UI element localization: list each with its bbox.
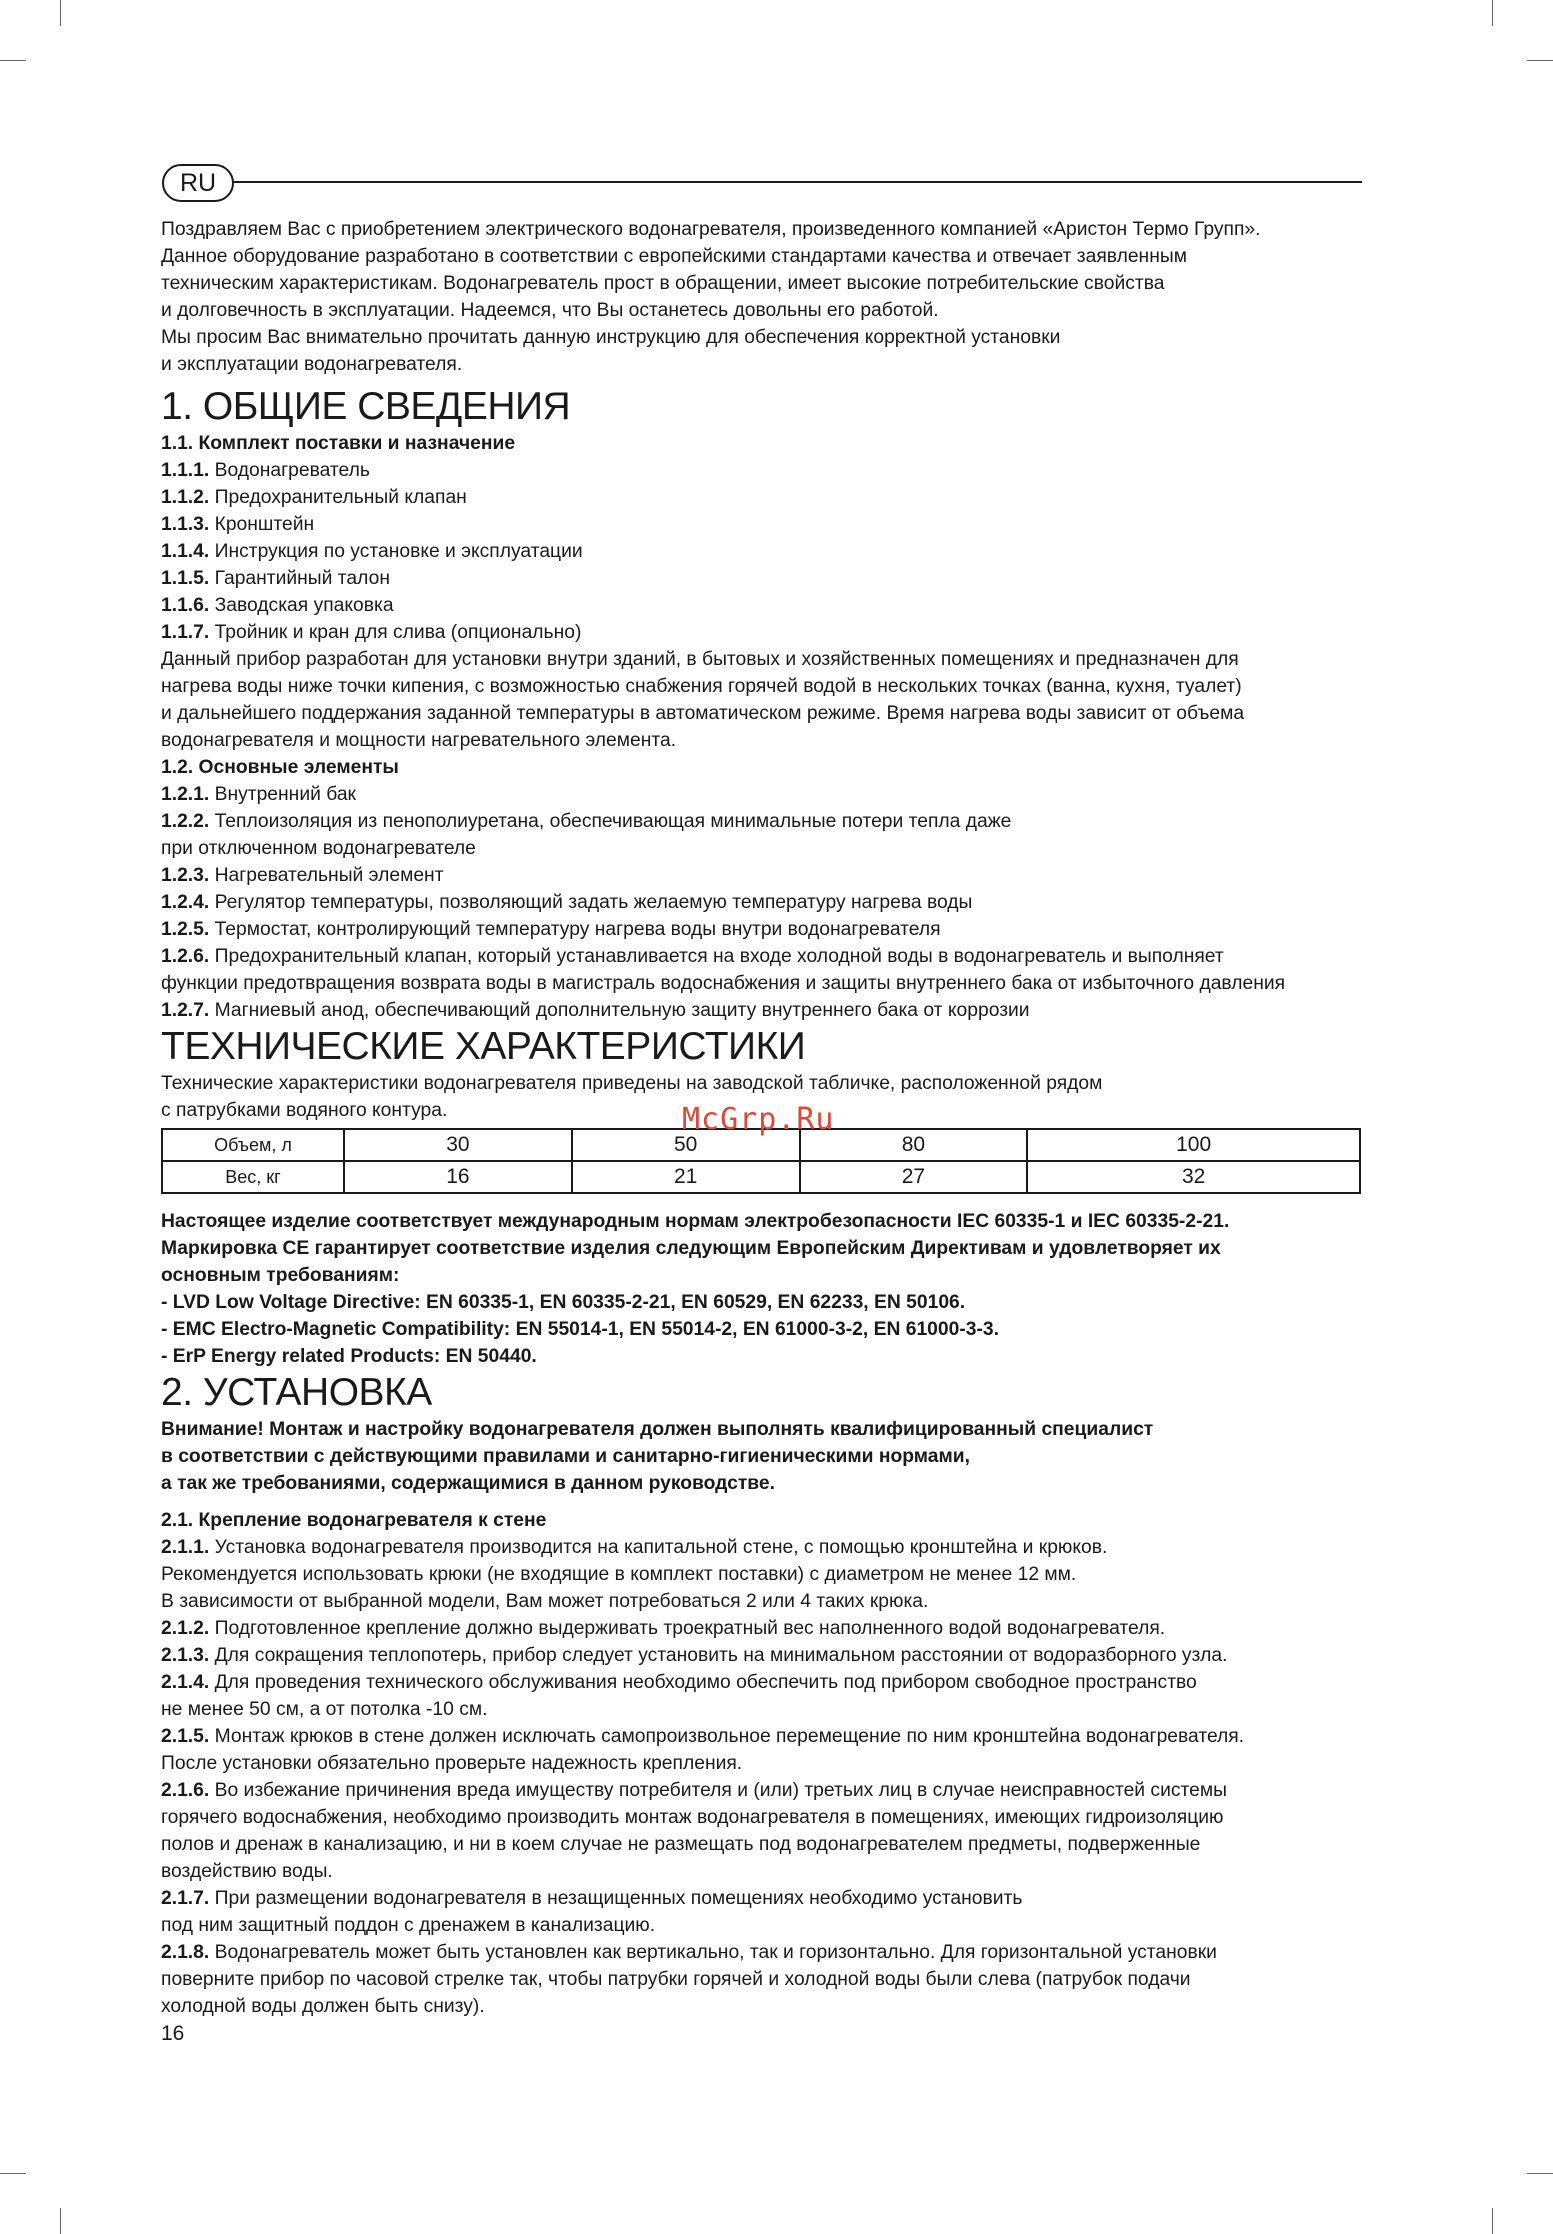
item-text: Нагревательный элемент: [209, 865, 444, 886]
item-number: 2.1.3.: [161, 1645, 210, 1666]
paragraph-line: водонагревателя и мощности нагревательного элемента.: [161, 730, 677, 751]
item-text: Кронштейн: [209, 514, 315, 535]
item-number: 2.1.4.: [161, 1672, 210, 1693]
list-item: [161, 1831, 1366, 1858]
table-cell: 21: [572, 1161, 800, 1193]
table-cell: 27: [800, 1161, 1028, 1193]
item-text: функции предотвращения возврата воды в магистраль водоснабжения и защиты внутреннего бака от избыточного давления: [161, 973, 1286, 994]
subsection-title-text: 1.1. Комплект поставки и назначение: [161, 433, 516, 454]
item-text: при отключенном водонагревателе: [161, 838, 476, 859]
item-number: 1.1.7.: [161, 622, 210, 643]
paragraph-line: нагрева воды ниже точки кипения, с возможностью снабжения горячей водой в нескольких точках (ванна, кухня, туалет): [161, 676, 1242, 697]
item-text: В зависимости от выбранной модели, Вам может потребоваться 2 или 4 таких крюка.: [161, 1591, 929, 1612]
table-row-header: Объем, л: [162, 1129, 344, 1161]
item-number: 1.2.4.: [161, 892, 210, 913]
item-text: Термостат, контролирующий температуру нагрева воды внутри водонагревателя: [209, 919, 941, 940]
item-text: После установки обязательно проверьте надежность крепления.: [161, 1753, 743, 1774]
list-item: [161, 1993, 1366, 2020]
crop-mark: [60, 2208, 61, 2234]
paragraph-line: с патрубками водяного контура.: [161, 1100, 448, 1121]
list-item: [161, 1885, 1366, 1912]
item-number: 1.2.6.: [161, 946, 210, 967]
spacer: [161, 1497, 1366, 1507]
compliance-line: [161, 1262, 1366, 1289]
item-number: 1.1.3.: [161, 514, 210, 535]
crop-mark: [1527, 2173, 1553, 2174]
intro-paragraph: [161, 216, 1366, 378]
crop-mark: [0, 60, 26, 61]
item-text: холодной воды должен быть снизу).: [161, 1996, 485, 2017]
item-text: поверните прибор по часовой стрелке так, чтобы патрубки горячей и холодной воды были слева (патрубок подачи: [161, 1969, 1191, 1990]
paragraph-line: Технические характеристики водонагревателя приведены на заводской табличке, расположенной рядом: [161, 1073, 1103, 1094]
table-cell: 100: [1027, 1129, 1360, 1161]
warning-line: [161, 1443, 1366, 1470]
list-item: [161, 565, 1366, 592]
warning-text: а так же требованиями, содержащимися в данном руководстве.: [161, 1473, 775, 1494]
item-text: Заводская упаковка: [209, 595, 394, 616]
list-item: [161, 1534, 1366, 1561]
item-number: 2.1.8.: [161, 1942, 210, 1963]
spec-table: [161, 1128, 1361, 1194]
table-cell: 30: [344, 1129, 572, 1161]
crop-mark: [1527, 60, 1553, 61]
list-item: [161, 862, 1366, 889]
compliance-line: [161, 1289, 1366, 1316]
list-item: [161, 1858, 1366, 1885]
item-text: Установка водонагревателя производится на капитальной стене, с помощью кронштейна и крюков.: [209, 1537, 1108, 1558]
intro-line: и эксплуатации водонагревателя.: [161, 354, 463, 375]
item-text: Для проведения технического обслуживания необходимо обеспечить под прибором свободное пространство: [209, 1672, 1197, 1693]
compliance-line: [161, 1316, 1366, 1343]
list-item: [161, 1615, 1366, 1642]
section-1-title: 1. ОБЩИЕ СВЕДЕНИЯ: [161, 385, 571, 428]
list-item: [161, 808, 1366, 835]
subsection-1-2-title: [161, 754, 1366, 781]
header-rule: [234, 181, 1362, 183]
intro-line: и долговечность в эксплуатации. Надеемся, что Вы останетесь довольны его работой.: [161, 300, 939, 321]
list-item: [161, 619, 1366, 646]
list-item: [161, 1777, 1366, 1804]
compliance-line: [161, 1343, 1366, 1370]
item-text: Подготовленное крепление должно выдерживать троекратный вес наполненного водой водонагревателя.: [209, 1618, 1166, 1639]
item-number: 2.1.7.: [161, 1888, 210, 1909]
compliance-text: основным требованиям:: [161, 1265, 400, 1286]
crop-mark: [0, 2173, 26, 2174]
table-cell: 16: [344, 1161, 572, 1193]
item-number: 2.1.6.: [161, 1780, 210, 1801]
item-text: воздействию воды.: [161, 1861, 333, 1882]
item-number: 1.1.6.: [161, 595, 210, 616]
tech-section-title: ТЕХНИЧЕСКИЕ ХАРАКТЕРИСТИКИ: [161, 1025, 806, 1068]
page-number: 16: [161, 2022, 185, 2045]
item-text: Монтаж крюков в стене должен исключать самопроизвольное перемещение по ним кронштейна водонагревателя.: [209, 1726, 1245, 1747]
item-text: Внутренний бак: [209, 784, 356, 805]
list-item: [161, 1723, 1366, 1750]
item-text: При размещении водонагревателя в незащищенных помещениях необходимо установить: [209, 1888, 1023, 1909]
item-text: Во избежание причинения вреда имуществу потребителя и (или) третьих лиц в случае неисправностей системы: [209, 1780, 1227, 1801]
delivery-list: [161, 457, 1366, 646]
table-cell: 50: [572, 1129, 800, 1161]
list-item: [161, 1561, 1366, 1588]
item-number: 1.1.2.: [161, 487, 210, 508]
compliance-text: - LVD Low Voltage Directive: EN 60335-1, EN 60335-2-21, EN 60529, EN 62233, EN 50106.: [161, 1292, 966, 1313]
warning-text: Внимание! Монтаж и настройку водонагревателя должен выполнять квалифицированный специалист: [161, 1419, 1154, 1440]
subsection-title-text: 2.1. Крепление водонагревателя к стене: [161, 1510, 547, 1531]
paragraph-line: и дальнейшего поддержания заданной температуры в автоматическом режиме. Время нагрева воды зависит от объема: [161, 703, 1245, 724]
item-text: Для сокращения теплопотерь, прибор следует установить на минимальном расстоянии от водоразборного узла.: [209, 1645, 1228, 1666]
item-number: 1.1.5.: [161, 568, 210, 589]
list-item: [161, 457, 1366, 484]
list-item: [161, 1669, 1366, 1696]
list-item: [161, 1642, 1366, 1669]
intro-line: техническим характеристикам. Водонагреватель прост в обращении, имеет высокие потребительские свойства: [161, 273, 1165, 294]
item-text: Инструкция по установке и эксплуатации: [209, 541, 583, 562]
elements-list: [161, 781, 1366, 1024]
table-row: [162, 1161, 1360, 1193]
intro-line: Поздравляем Вас с приобретением электрического водонагревателя, произведенного компанией «Аристон Термо Групп».: [161, 219, 1261, 240]
item-text: Водонагреватель: [209, 460, 370, 481]
purpose-paragraph: [161, 646, 1366, 754]
list-item: [161, 538, 1366, 565]
list-item: [161, 592, 1366, 619]
crop-mark: [1492, 0, 1493, 26]
list-item: [161, 943, 1366, 970]
list-item: [161, 916, 1366, 943]
item-number: 1.2.5.: [161, 919, 210, 940]
item-text: под ним защитный поддон с дренажем в канализацию.: [161, 1915, 656, 1936]
table-row-header: Вес, кг: [162, 1161, 344, 1193]
compliance-text: - ErP Energy related Products: EN 50440.: [161, 1346, 537, 1367]
compliance-text: Настоящее изделие соответствует международным нормам электробезопасности IEC 60335-1 и IEC 60335-2-21.: [161, 1211, 1230, 1232]
item-text: Предохранительный клапан, который устанавливается на входе холодной воды в водонагреватель и выполняет: [209, 946, 1224, 967]
compliance-text: Маркировка CE гарантирует соответствие изделия следующим Европейским Директивам и удовлетворяет их: [161, 1238, 1221, 1259]
list-item: [161, 889, 1366, 916]
intro-line: Мы просим Вас внимательно прочитать данную инструкцию для обеспечения корректной установки: [161, 327, 1061, 348]
warning-line: [161, 1470, 1366, 1497]
watermark: McGrp.Ru: [682, 1102, 835, 1137]
warning-text: в соответствии с действующими правилами и санитарно-гигиеническими нормами,: [161, 1446, 970, 1467]
list-item: [161, 781, 1366, 808]
table-cell: 32: [1027, 1161, 1360, 1193]
list-item: [161, 1912, 1366, 1939]
item-number: 1.1.1.: [161, 460, 210, 481]
list-item: [161, 1750, 1366, 1777]
section-2-title: 2. УСТАНОВКА: [161, 1371, 432, 1414]
list-item: [161, 1966, 1366, 1993]
paragraph-line: Данный прибор разработан для установки внутри зданий, в бытовых и хозяйственных помещениях и предназначен для: [161, 649, 1239, 670]
list-item: [161, 1696, 1366, 1723]
item-text: Теплоизоляция из пенополиуретана, обеспечивающая минимальные потери тепла даже: [209, 811, 1012, 832]
item-text: Предохранительный клапан: [209, 487, 467, 508]
item-text: полов и дренаж в канализацию, и ни в коем случае не размещать под водонагревателем предметы, подверженные: [161, 1834, 1201, 1855]
item-text: не менее 50 см, а от потолка -10 см.: [161, 1699, 488, 1720]
table-cell: 80: [800, 1129, 1028, 1161]
item-number: 1.1.4.: [161, 541, 210, 562]
item-text: горячего водоснабжения, необходимо производить монтаж водонагревателя в помещениях, имеющих гидроизоляцию: [161, 1807, 1224, 1828]
item-number: 1.2.2.: [161, 811, 210, 832]
compliance-line: [161, 1208, 1366, 1235]
subsection-2-1-title: [161, 1507, 1366, 1534]
item-number: 2.1.5.: [161, 1726, 210, 1747]
item-number: 1.2.7.: [161, 1000, 210, 1021]
item-number: 1.2.1.: [161, 784, 210, 805]
item-text: Рекомендуется использовать крюки (не входящие в комплект поставки) с диаметром не менее 12 мм.: [161, 1564, 1077, 1585]
list-item: [161, 1804, 1366, 1831]
compliance-line: [161, 1235, 1366, 1262]
item-text: Магниевый анод, обеспечивающий дополнительную защиту внутреннего бака от коррозии: [209, 1000, 1030, 1021]
mounting-list: [161, 1534, 1366, 2020]
item-text: Регулятор температуры, позволяющий задать желаемую температуру нагрева воды: [209, 892, 973, 913]
item-text: Тройник и кран для слива (опционально): [209, 622, 582, 643]
subsection-title-text: 1.2. Основные элементы: [161, 757, 399, 778]
list-item: [161, 997, 1366, 1024]
list-item: [161, 511, 1366, 538]
item-text: Водонагреватель может быть установлен как вертикально, так и горизонтально. Для горизонтальной установки: [209, 1942, 1217, 1963]
subsection-1-1-title: [161, 430, 1366, 457]
compliance-text: - EMC Electro-Magnetic Compatibility: EN 55014-1, EN 55014-2, EN 61000-3-2, EN 61000-3-3.: [161, 1319, 999, 1340]
list-item: [161, 970, 1366, 997]
crop-mark: [60, 0, 61, 26]
installation-warning: [161, 1416, 1366, 1497]
crop-mark: [1492, 2208, 1493, 2234]
intro-line: Данное оборудование разработано в соответствии с европейскими стандартами качества и отвечает заявленным: [161, 246, 1187, 267]
list-item: [161, 1588, 1366, 1615]
item-number: 2.1.1.: [161, 1537, 210, 1558]
warning-line: [161, 1416, 1366, 1443]
list-item: [161, 1939, 1366, 1966]
list-item: [161, 484, 1366, 511]
item-number: 1.2.3.: [161, 865, 210, 886]
compliance-block: [161, 1208, 1366, 1370]
list-item: [161, 835, 1366, 862]
item-number: 2.1.2.: [161, 1618, 210, 1639]
language-badge: RU: [162, 164, 234, 202]
item-text: Гарантийный талон: [209, 568, 390, 589]
